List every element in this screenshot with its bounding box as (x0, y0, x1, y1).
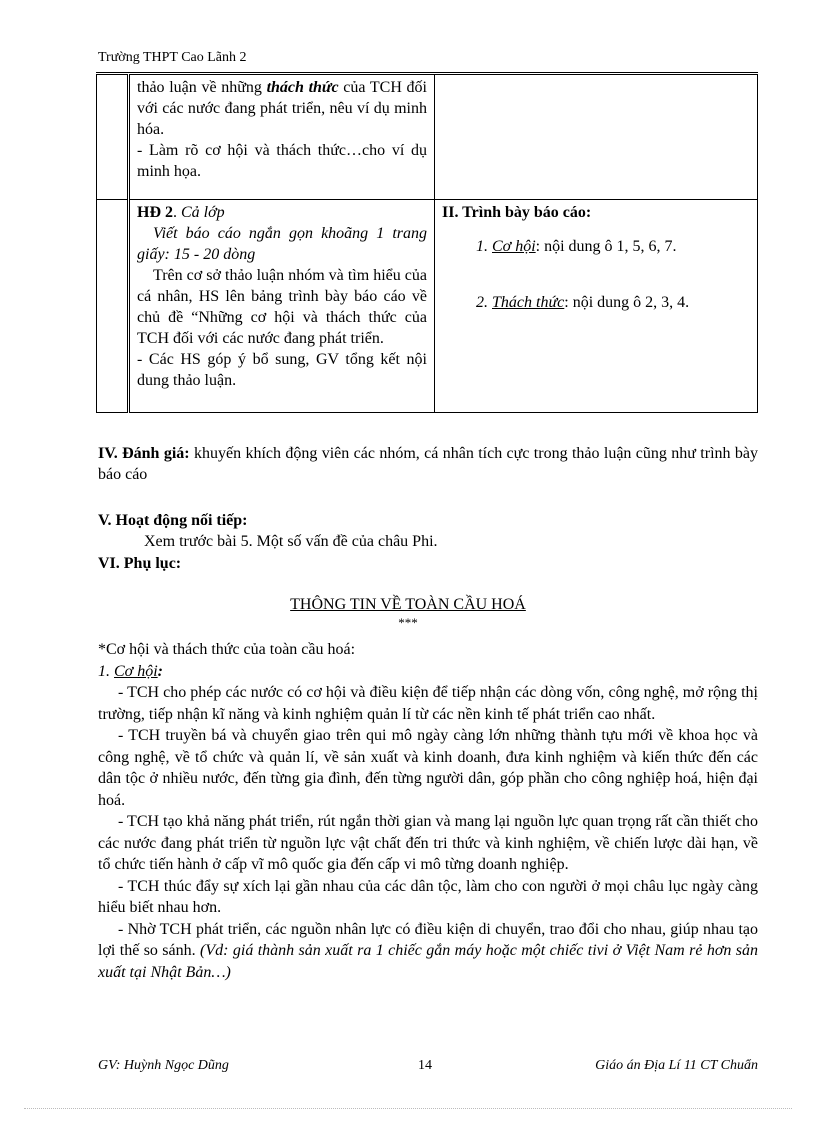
appendix-paragraph: - TCH cho phép các nước có cơ hội và điều kiện để tiếp nhận các dòng vốn, công nghệ, mở rộng thị trường, tiếp nhận kĩ năng và kinh nghiệm quản lí từ các nền kinh tế phát triển cao nhất. (98, 684, 758, 723)
appendix-paragraph: - TCH tạo khả năng phát triển, rút ngắn thời gian và mang lại nguồn lực quan trọng rất cần thiết cho các nước đang phát triển từ nguồn lực vật chất đến tri thức và kinh nghiệm, về chiến lược dài hạn, về tổ chức tiến hành ở cấp vĩ mô quốc gia đến cấp vi mô từng doanh nghiệp. (98, 813, 758, 873)
appendix-paragraph: - TCH truyền bá và chuyển giao trên qui mô ngày càng lớn những thành tựu mới về khoa học và công nghệ, về tổ chức và quản lí, về sản xuất và kinh doanh, đưa kinh nghiệm và kiến thức đến các dân tộc ở nhiều nước, đến từng gia đình, đến từng người dân, góp phần cho công nghiệp hoá, hiện đại hoá. (98, 727, 758, 809)
activity-text-2: - Làm rõ cơ hội và thách thức…cho ví dụ minh họa. (137, 142, 427, 180)
activity-para-2: - Các HS góp ý bổ sung, GV tổng kết nội dung thảo luận. (137, 351, 427, 389)
table-row (97, 200, 758, 413)
appendix-paragraph: - TCH thúc đẩy sự xích lại gần nhau của các dân tộc, làm cho con người ở mọi châu lục ngày càng hiểu biết nhau hơn. (98, 877, 758, 916)
section-appendix: VI. Phụ lục: (98, 555, 182, 572)
appendix-title: THÔNG TIN VỀ TOÀN CẦU HOÁ (290, 596, 526, 613)
table-cell-content (435, 75, 758, 200)
table-cell-activity (129, 200, 435, 413)
activity-para-1: Trên cơ sở thảo luận nhóm và tìm hiểu của cá nhân, HS lên bảng trình bày báo cáo về chủ đề “Những cơ hội và thách thức của TCH đối với các nước đang phát triển. (137, 267, 427, 347)
report-title: II. Trình bày báo cáo: (442, 204, 592, 221)
table-cell-blank (97, 75, 129, 200)
section-evaluation: IV. Đánh giá: khuyến khích động viên các nhóm, cá nhân tích cực trong thảo luận cũng như trình bày báo cáo (98, 445, 759, 483)
table-cell-content (435, 200, 758, 413)
activity-task: Viết báo cáo ngắn gọn khoãng 1 trang giấy: 15 - 20 dòng (137, 225, 427, 263)
appendix-stars: *** (398, 615, 418, 630)
report-challenge: 2. Thách thức: nội dung ô 2, 3, 4. (476, 294, 690, 311)
footer-course: Giáo án Địa Lí 11 CT Chuẩn (595, 1058, 758, 1073)
section-followup: V. Hoạt động nối tiếp: Xem trước bài 5. Một số vấn đề của châu Phi. (98, 512, 438, 550)
appendix-subheading: 1. Cơ hội: (98, 662, 163, 680)
table-cell-blank (97, 200, 129, 413)
footer-teacher: GV: Huỳnh Ngọc Dũng (98, 1058, 229, 1073)
table-cell-activity (129, 75, 435, 200)
activity-heading: HĐ 2. Cả lớp (137, 204, 225, 221)
lesson-table (96, 74, 758, 413)
appendix-intro: *Cơ hội và thách thức của toàn cầu hoá: (98, 641, 356, 658)
header-school-name: Trường THPT Cao Lãnh 2 (98, 50, 247, 65)
report-opportunity: 1. Cơ hội: nội dung ô 1, 5, 6, 7. (476, 238, 677, 255)
table-row (97, 75, 758, 200)
header-rule (96, 72, 758, 73)
appendix-body (98, 639, 758, 983)
page-bottom-border (24, 1108, 792, 1109)
emphasis-challenge: thách thức (266, 79, 339, 96)
footer-page-number: 14 (418, 1058, 432, 1073)
activity-text-1: thảo luận về những thách thức của TCH đối với các nước đang phát triển, nêu ví dụ minh hóa. (137, 79, 428, 138)
appendix-paragraph: - Nhờ TCH phát triển, các nguồn nhân lực có điều kiện di chuyển, trao đổi cho nhau, giúp nhau tạo lợi thế so sánh. (Vd: giá thành sản xuất ra 1 chiếc gắn máy hoặc một chiếc tivi ở Việt Nam rẻ hơn sản xuất tại Nhật Bản…) (98, 920, 759, 981)
